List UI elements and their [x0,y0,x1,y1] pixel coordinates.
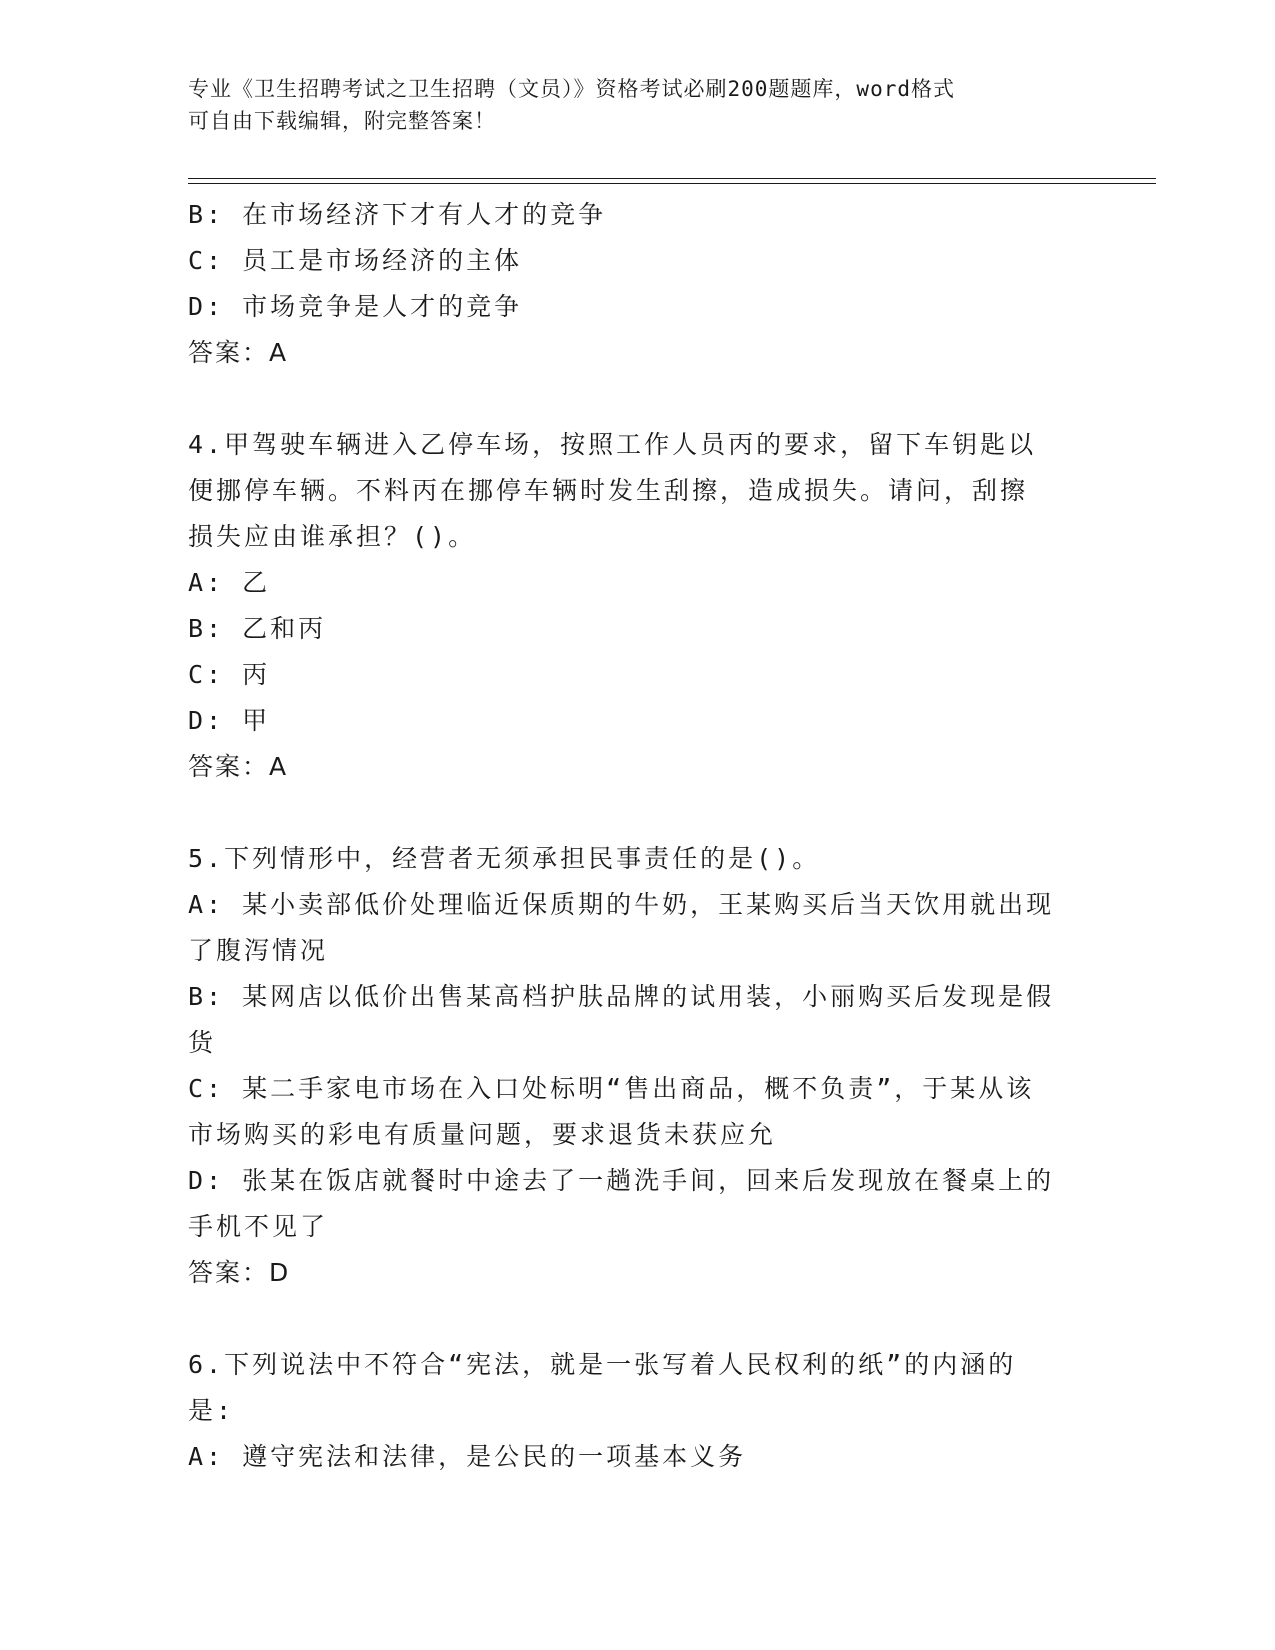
question-list [188,192,1078,1480]
answer: 答案：A [188,338,289,367]
answer: 答案：A [188,752,289,781]
question-4 [188,422,1078,790]
question-5 [188,836,1078,1296]
option-c: C: 某二手家电市场在入口处标明“售出商品，概不负责”，于某从该 [188,1074,1035,1103]
option-d: D: 甲 [188,706,271,735]
spacer [188,790,1078,836]
answer: 答案：D [188,1258,291,1287]
option-b: B: 某网店以低价出售某高档护肤品牌的试用装，小丽购买后发现是假 [188,982,1055,1011]
question-stem: 6.下列说法中不符合“宪法，就是一张写着人民权利的纸”的内涵的 [188,1350,1017,1379]
question-stem: 便挪停车辆。不料丙在挪停车辆时发生刮擦，造成损失。请问，刮擦 [188,476,1029,505]
question-stem: 4.甲驾驶车辆进入乙停车场，按照工作人员丙的要求，留下车钥匙以 [188,430,1037,459]
option-a: A: 乙 [188,568,271,597]
question-stem: 5.下列情形中，经营者无须承担民事责任的是()。 [188,844,821,873]
option-d: D: 市场竞争是人才的竞争 [188,292,523,321]
header-line-1: 专业《卫生招聘考试之卫生招聘（文员）》资格考试必刷200题题库，word格式 [188,77,955,101]
question-stem: 损失应由谁承担？()。 [188,522,477,551]
header-line-2: 可自由下载编辑，附完整答案！ [188,109,496,133]
option-b: B: 在市场经济下才有人才的竞争 [188,200,607,229]
header-divider-top [188,178,1156,179]
option-c: C: 丙 [188,660,271,689]
option-b-continued: 货 [188,1028,217,1057]
option-a: A: 遵守宪法和法律，是公民的一项基本义务 [188,1442,747,1471]
option-c-continued: 市场购买的彩电有质量问题，要求退货未获应允 [188,1120,777,1149]
option-a: A: 某小卖部低价处理临近保质期的牛奶，王某购买后当天饮用就出现 [188,890,1055,919]
option-d: D: 张某在饭店就餐时中途去了一趟洗手间，回来后发现放在餐桌上的 [188,1166,1055,1195]
spacer [188,376,1078,422]
option-a-continued: 了腹泻情况 [188,936,329,965]
option-b: B: 乙和丙 [188,614,327,643]
option-d-continued: 手机不见了 [188,1212,329,1241]
question-stem: 是: [188,1396,235,1425]
document-header [188,73,1088,137]
option-c: C: 员工是市场经济的主体 [188,246,523,275]
question-3 [188,192,1078,376]
header-divider-bottom [188,183,1156,184]
spacer [188,1296,1078,1342]
question-6 [188,1342,1078,1480]
